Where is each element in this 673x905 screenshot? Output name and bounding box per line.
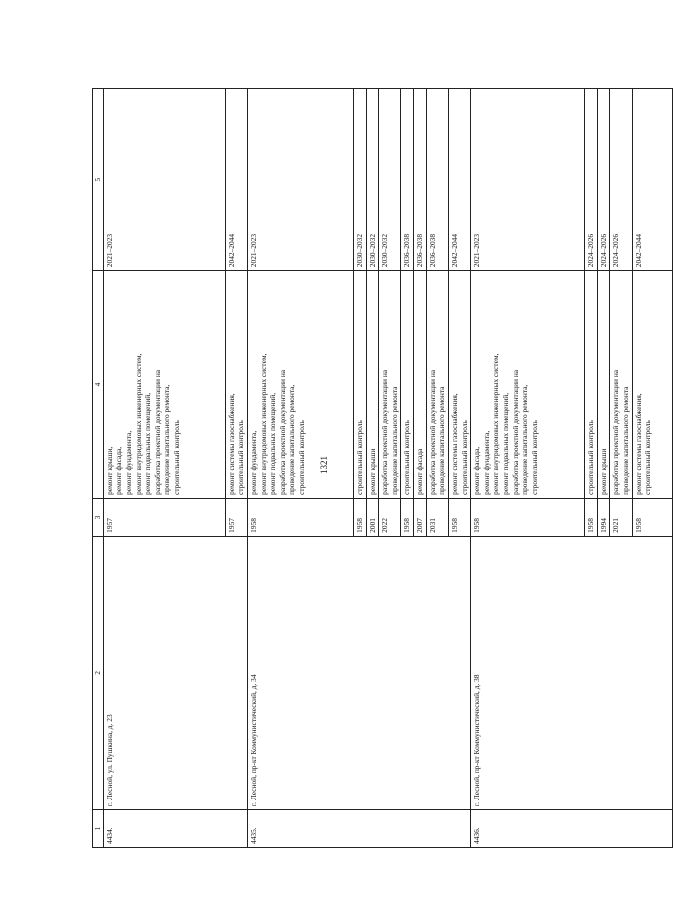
- row-year: 1958: [401, 498, 414, 536]
- work-item: разработка проектной документации на: [611, 369, 621, 495]
- work-item: строительный контроль: [172, 420, 181, 495]
- row-period: 2024–2026: [585, 89, 598, 271]
- header-col-5: 5: [93, 89, 104, 271]
- work-item: ремонт фасада,: [472, 446, 482, 495]
- row-year: 1958: [471, 498, 585, 536]
- table-row: [103, 89, 225, 848]
- entry-address: г. Лесной, пр-кт Коммунистический, д. 38: [471, 536, 673, 809]
- work-item: ремонт подвальных помещений,: [143, 392, 153, 495]
- work-item: разработка проектной документации на: [510, 369, 520, 495]
- row-works: [379, 271, 401, 499]
- row-period: 2030–2032: [366, 89, 379, 271]
- row-works: [366, 271, 379, 499]
- row-works: [225, 271, 247, 499]
- work-item: ремонт системы газоснабжения,: [449, 393, 459, 495]
- header-col-1: 1: [93, 810, 104, 848]
- row-works: [585, 271, 598, 499]
- row-period: 2030–2032: [353, 89, 366, 271]
- work-item: проведение капитального ремонта: [437, 386, 447, 495]
- table-row: [471, 89, 585, 848]
- entry-number: 4435.: [247, 810, 470, 848]
- header-col-3: 3: [93, 498, 104, 536]
- work-item: строительный контроль: [586, 420, 596, 495]
- work-item: ремонт фундамента,: [123, 430, 133, 495]
- work-item: ремонт подвальных помещений,: [268, 392, 278, 495]
- row-period: 2021–2023: [103, 89, 225, 271]
- header-col-4: 4: [93, 271, 104, 499]
- table-body: [103, 89, 672, 848]
- row-year: 2022: [379, 498, 401, 536]
- row-period: 2036–2038: [414, 89, 427, 271]
- row-works: [632, 271, 672, 499]
- row-works: [448, 271, 470, 499]
- entry-number: 4436.: [471, 810, 673, 848]
- work-item: разработка проектной документации на: [427, 369, 437, 495]
- row-year: 1958: [585, 498, 598, 536]
- header-col-2: 2: [93, 536, 104, 809]
- row-year: 1994: [597, 498, 610, 536]
- work-item: разработка проектной документации на: [277, 369, 287, 495]
- row-period: 2021–2023: [247, 89, 353, 271]
- row-year: 1958: [353, 498, 366, 536]
- row-year: 1958: [247, 498, 353, 536]
- row-period: 2036–2038: [426, 89, 448, 271]
- work-item: разработка проектной документации на: [152, 369, 162, 495]
- work-item: ремонт фундамента,: [248, 430, 258, 495]
- row-year: 1957: [103, 498, 225, 536]
- entry-address: г. Лесной, ул. Пушкина, д. 23: [103, 536, 247, 809]
- table-row: [247, 89, 353, 848]
- header-row: [93, 89, 104, 848]
- table-rotated-container: [92, 88, 653, 848]
- row-year: 2007: [414, 498, 427, 536]
- row-period: 2042–2044: [448, 89, 470, 271]
- row-works: [414, 271, 427, 499]
- row-works: [401, 271, 414, 499]
- work-item: строительный контроль: [529, 420, 539, 495]
- work-item: проведение капитального ремонта,: [520, 384, 530, 495]
- work-item: строительный контроль: [459, 420, 469, 495]
- row-period: 2042–2044: [632, 89, 672, 271]
- row-works: [247, 271, 353, 499]
- work-item: строительный контроль: [643, 420, 653, 495]
- row-year: 1957: [225, 498, 247, 536]
- row-period: 2024–2026: [597, 89, 610, 271]
- row-works: [103, 271, 225, 499]
- repair-schedule-table: [92, 88, 673, 848]
- work-item: ремонт подвальных помещений,: [501, 392, 510, 495]
- work-item: ремонт внутридомовых инженерных систем,: [133, 353, 143, 495]
- work-item: строительный контроль: [402, 420, 412, 495]
- entry-address: г. Лесной, пр-кт Коммунистический, д. 34: [247, 536, 470, 809]
- row-works: [471, 271, 585, 499]
- work-item: ремонт крыши: [367, 448, 377, 495]
- work-item: ремонт системы газоснабжения,: [226, 393, 236, 495]
- row-works: [610, 271, 632, 499]
- work-item: строительный контроль: [297, 420, 306, 495]
- work-item: строительный контроль: [236, 420, 246, 495]
- work-item: строительный контроль: [354, 420, 364, 495]
- row-year: 2021: [610, 498, 632, 536]
- row-year: 1958: [632, 498, 672, 536]
- row-period: 2021–2023: [471, 89, 585, 271]
- row-works: [597, 271, 610, 499]
- row-works: [426, 271, 448, 499]
- work-item: ремонт внутридомовых инженерных систем,: [258, 353, 268, 495]
- work-item: ремонт системы газоснабжения,: [633, 393, 643, 495]
- row-works: [353, 271, 366, 499]
- row-period: 2024–2026: [610, 89, 632, 271]
- work-item: проведение капитального ремонта,: [162, 384, 172, 495]
- work-item: проведение капитального ремонта: [389, 386, 399, 495]
- page-number: 1321: [319, 456, 329, 474]
- work-item: ремонт фасада,: [114, 446, 124, 495]
- row-year: 1958: [448, 498, 470, 536]
- row-year: 2031: [426, 498, 448, 536]
- row-period: 2042–2044: [225, 89, 247, 271]
- work-item: ремонт крыши: [598, 448, 608, 495]
- work-item: проведение капитального ремонта,: [287, 384, 297, 495]
- work-item: ремонт крыши,: [104, 446, 114, 495]
- work-item: проведение капитального ремонта: [621, 386, 630, 495]
- entry-number: 4434.: [103, 810, 247, 848]
- row-period: 2036–2038: [401, 89, 414, 271]
- work-item: разработка проектной документации на: [380, 369, 390, 495]
- work-item: ремонт фасада: [415, 448, 424, 495]
- work-item: ремонт внутридомовых инженерных систем,: [491, 353, 501, 495]
- work-item: ремонт фундамента,: [481, 430, 491, 495]
- row-period: 2030–2032: [379, 89, 401, 271]
- row-year: 2001: [366, 498, 379, 536]
